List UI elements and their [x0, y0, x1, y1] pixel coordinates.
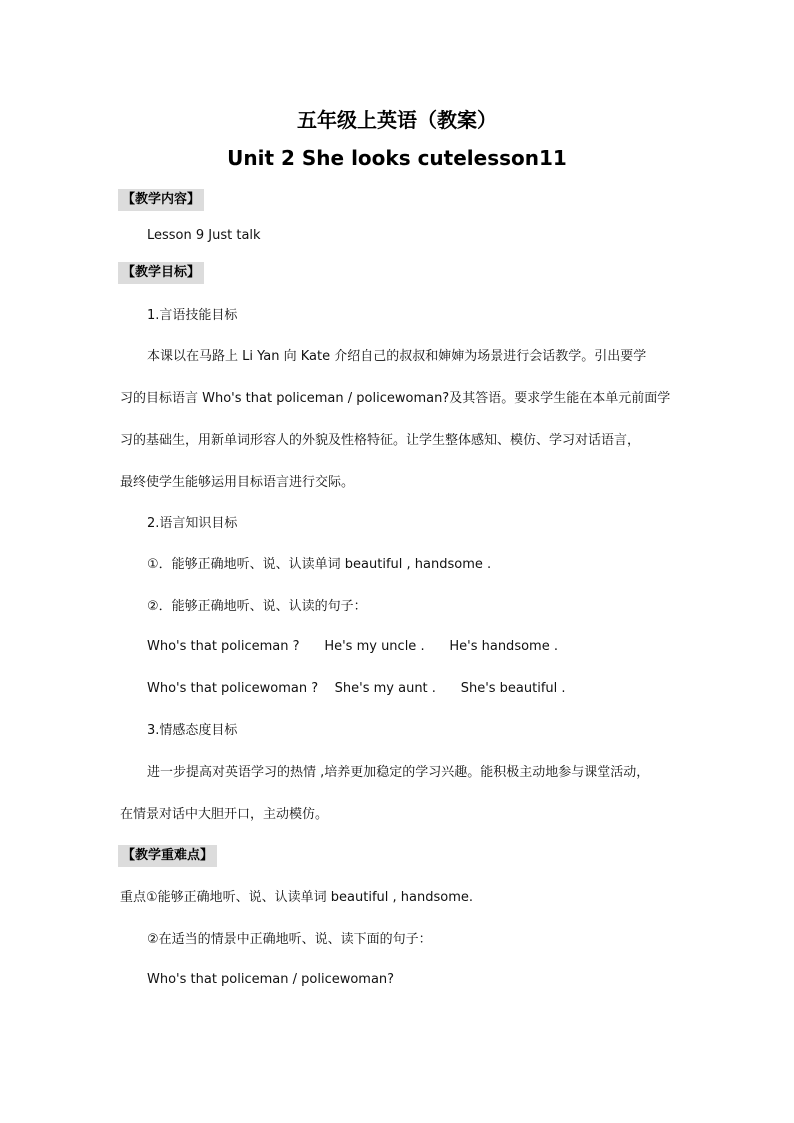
section-label-goals: 【教学目标】	[118, 262, 204, 284]
goal1-paragraph-line: 习的目标语言 Who's that policeman / policewoman?及其答语。要求学生能在本单元前面学	[120, 391, 671, 406]
content-line: Lesson 9 Just talk	[147, 228, 261, 243]
page-title: 五年级上英语（教案）	[297, 108, 497, 132]
keypoint-line: Who's that policeman / policewoman?	[147, 972, 395, 987]
goal1-paragraph-line: 最终使学生能够运用目标语言进行交际。	[120, 475, 355, 490]
goal1-paragraph-line: 本课以在马路上 Li Yan 向 Kate 介绍自己的叔叔和婶婶为场景进行会话教学。引出要学	[147, 349, 647, 364]
keypoint-line: 重点①能够正确地听、说、认读单词 beautiful , handsome.	[120, 890, 473, 905]
goal1-paragraph-line: 习的基础生，用新单词形容人的外貌及性格特征。让学生整体感知、模仿、学习对话语言，	[120, 433, 641, 448]
goal2-heading: 2.语言知识目标	[147, 516, 238, 531]
goal3-heading: 3.情感态度目标	[147, 723, 238, 738]
keypoint-line: ②在适当的情景中正确地听、说、读下面的句子：	[147, 932, 432, 947]
goal3-paragraph-line: 进一步提高对英语学习的热情 ,培养更加稳定的学习兴趣。能积极主动地参与课堂活动，	[147, 765, 650, 780]
page-subtitle: Unit 2 She looks cutelesson11	[227, 146, 567, 170]
example-sentence: Who's that policewoman ? She's my aunt . She's beautiful .	[147, 681, 566, 696]
section-label-keypoints: 【教学重难点】	[118, 845, 217, 867]
goal2-item: ②．能够正确地听、说、认读的句子：	[147, 599, 367, 614]
goal2-item: ①．能够正确地听、说、认读单词 beautiful , handsome .	[147, 557, 492, 572]
example-sentence: Who's that policeman ? He's my uncle . He's handsome .	[147, 639, 558, 654]
goal3-paragraph-line: 在情景对话中大胆开口，主动模仿。	[120, 807, 329, 822]
section-label-content: 【教学内容】	[118, 189, 204, 211]
goal1-heading: 1.言语技能目标	[147, 308, 238, 323]
